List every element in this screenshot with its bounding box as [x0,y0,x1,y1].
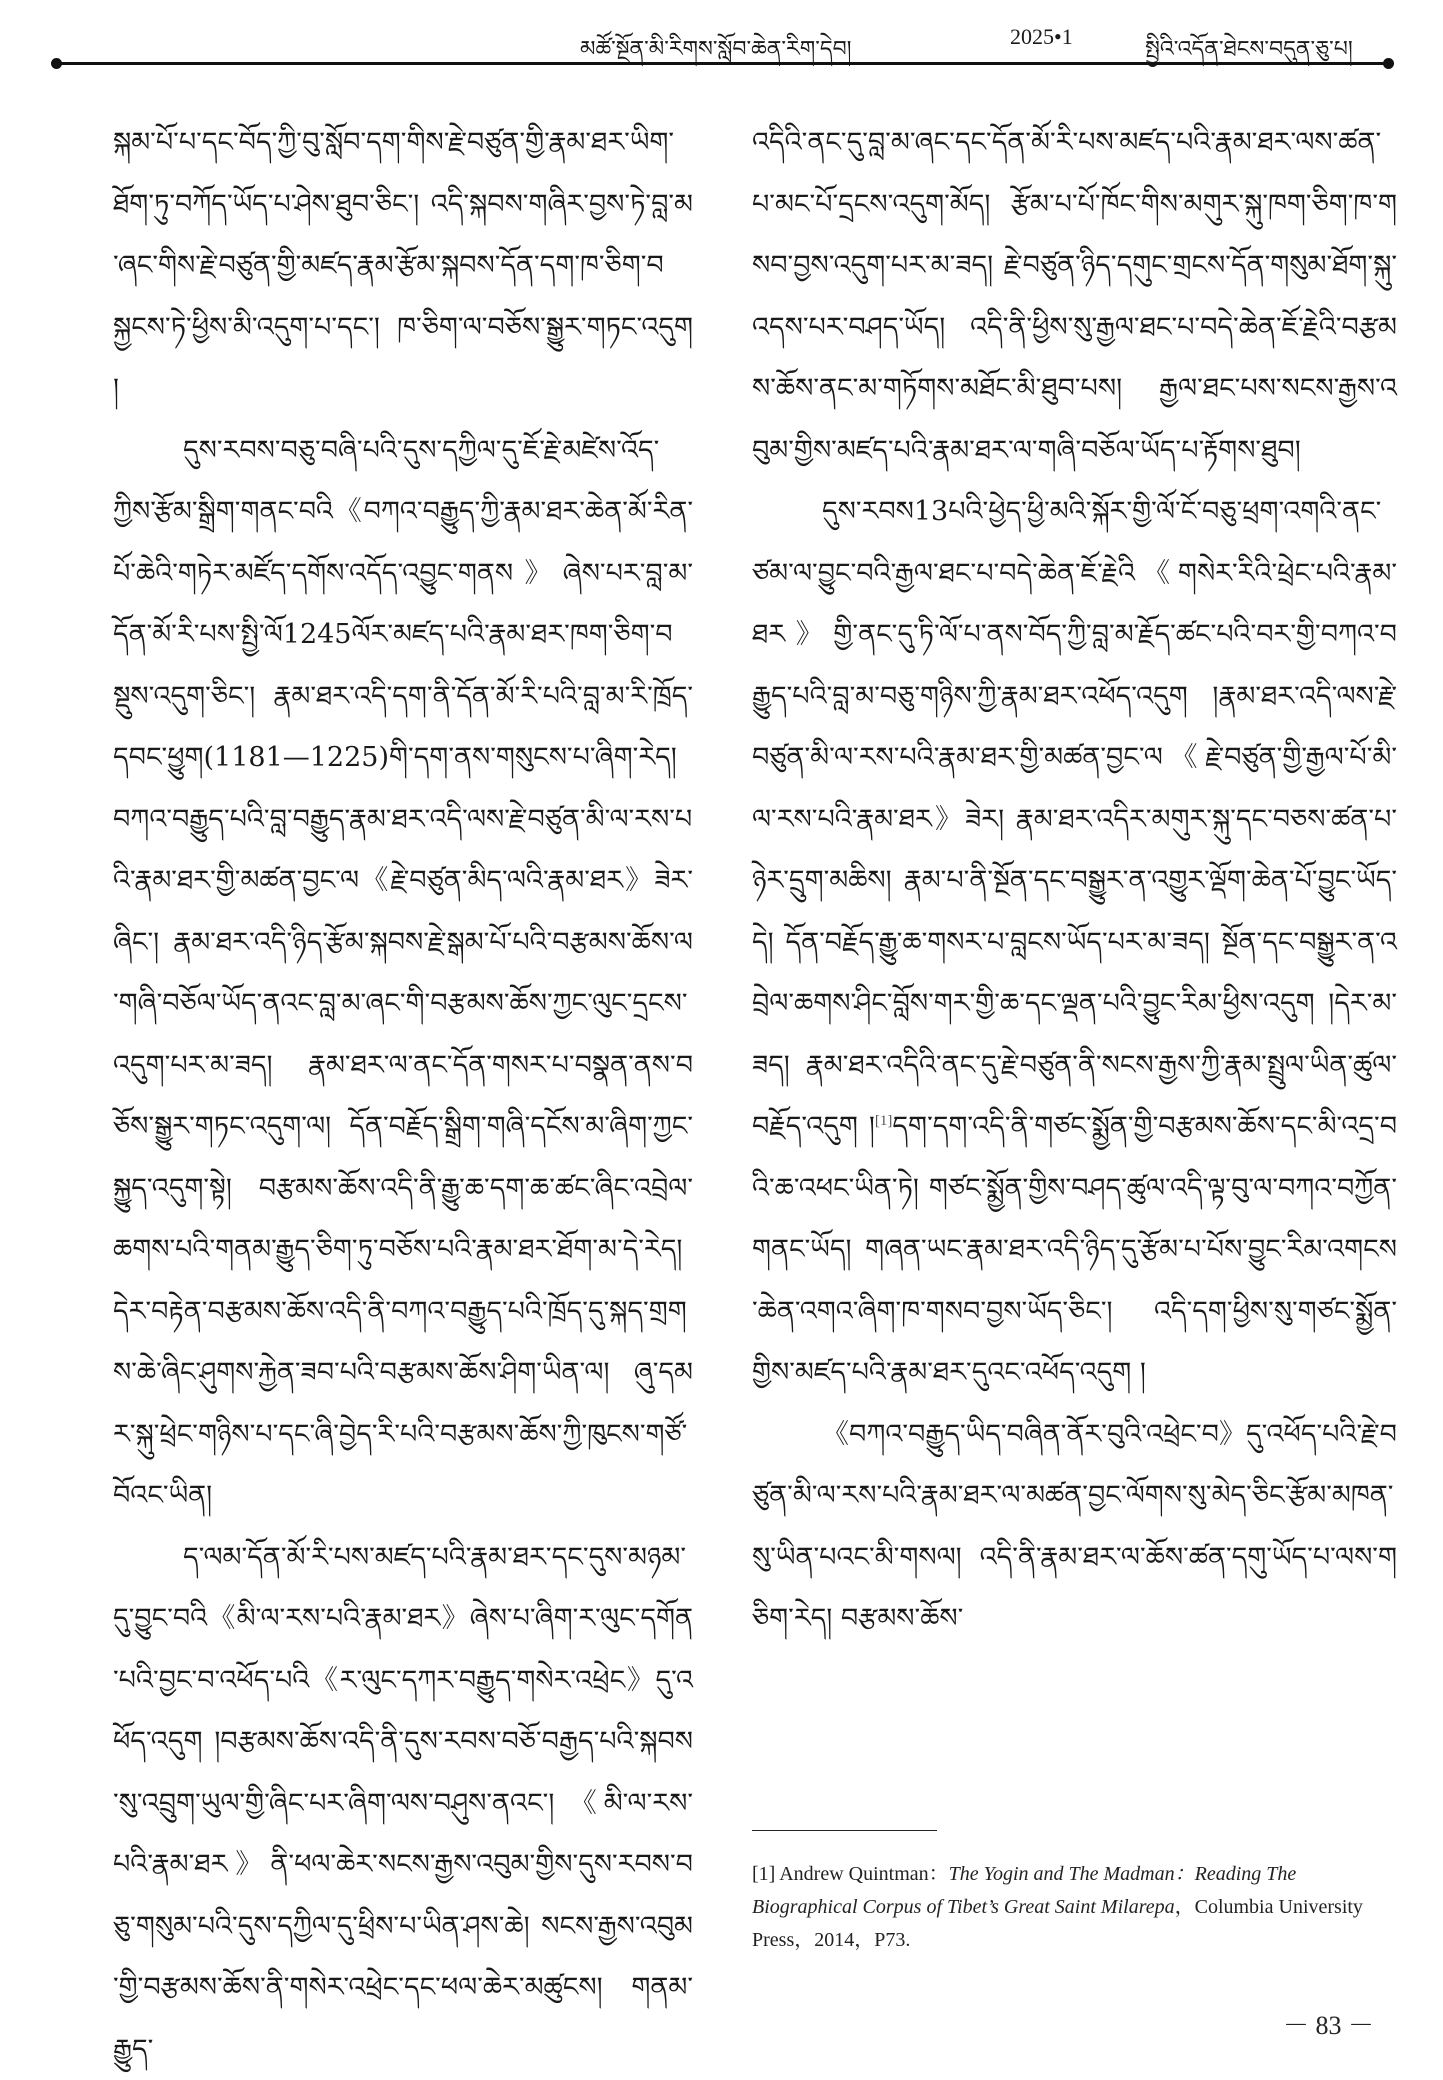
rule-dot-right [1383,58,1394,69]
right-column [752,112,1397,1650]
header-rule [55,62,1390,65]
right-paragraph-2 [752,481,1397,1404]
right-paragraph-2-text: དུས་རབས13པའི་ཕྱེད་ཕྱི་མའི་སྐོར་གྱི་ལོ་ངོ་བཅུ་ཕྲག་འགའི་ནང་ཙམ་ལ་བྱུང་བའི་རྒྱལ་ཐང་པ་བདེ་ཆེན་ཇོ་རྗེའི《གསེར་རིའི་ཕྲེང་པའི་རྣམ་ཐར》གྱི་ནང་དུ་ཏི་ལོ་པ་ནས་བོད་ཀྱི་བླ་མ་རྗོད་ཚང་པའི་བར་གྱི་བཀའ་བརྒྱུད་པའི་བླ་མ་བཅུ་གཉིས་ཀྱི་རྣམ་ཐར་འཕོད་འདུག །རྣམ་ཐར་འདི་ལས་རྗེ་བཙུན་མི་ལ་རས་པའི་རྣམ་ཐར་གྱི་མཚན་བྱང་ལ《རྗེ་བཙུན་གྱི་རྒྱལ་པོ་མི་ལ་རས་པའི་རྣམ་ཐར》ཟེར། རྣམ་ཐར་འདིར་མགུར་སྐུ་དང་བཅས་ཚན་པ་ཉེར་དྲུག་མཆིས། རྣམ་པ་ནི་སྔོན་དང་བསྒྱུར་ན་འགྱུར་ལྡོག་ཆེན་པོ་བྱུང་ཡོད་དེ། དོན་བརྗོད་རྒྱུ་ཆ་གསར་པ་བླངས་ཡོད་པར་མ་ཟད། སྔོན་དང་བསྒྱུར་ན་འབྲེལ་ཆགས་ཤིང་བློས་གར་གྱི་ཆ་དང་ལྡན་པའི་བྱུང་རིམ་ཕྱིས་འདུག །དེར་མ་ཟད། རྣམ་ཐར་འདིའི་ནང་དུ་རྗེ་བཙུན་ནི་སངས་རྒྱས་ཀྱི་རྣམ་སྤྲུལ་ཡིན་ཚུལ་བརྗོད་འདུག ། [752,496,1397,1142]
page-number: － 83 － [1283,2005,1374,2042]
running-header [55,16,1390,60]
footnote-title: The Yogin and The Madman：Reading The Biographical Corpus of Tibet’s Great Saint Milarepa [752,1863,1296,1918]
left-paragraph-2: དུས་རབས་བཅུ་བཞི་པའི་དུས་དཀྱིལ་དུ་ཇོ་རྗེ་མཛེས་འོད་ཀྱིས་རྩོམ་སྒྲིག་གནང་བའི《བཀའ་བརྒྱུད་ཀྱི་རྣམ་ཐར་ཆེན་མོ་རིན་པོ་ཆེའི་གཏེར་མཛོད་དགོས་འདོད་འབྱུང་གནས》ཞེས་པར་བླ་མ་དོན་མོ་རི་པས་སྤྱི་ལོ1245ལོར་མཛད་པའི་རྣམ་ཐར་ཁག་ཅིག་བསྡུས་འདུག་ཅིང་། རྣམ་ཐར་འདི་དག་ནི་དོན་མོ་རི་པའི་བླ་མ་རི་ཁྲོད་དབང་ཕྱུག(1181—1225)གི་དག་ནས་གསུངས་པ་ཞིག་རེད། བཀའ་བརྒྱུད་པའི་བླ་བརྒྱུད་རྣམ་ཐར་འདི་ལས་རྗེ་བཙུན་མི་ལ་རས་པའི་རྣམ་ཐར་གྱི་མཚན་བྱང་ལ《རྗེ་བཙུན་མིད་ལའི་རྣམ་ཐར》ཟེར་ཞིང་། རྣམ་ཐར་འདི་ཉིད་རྩོམ་སྐབས་རྗེ་སྒམ་པོ་པའི་བརྩམས་ཆོས་ལ་གཞི་བཅོལ་ཡོད་ནའང་བླ་མ་ཞང་གི་བརྩམས་ཆོས་ཀྱང་ལུང་དྲངས་འདུག་པར་མ་ཟད། རྣམ་ཐར་ལ་ནང་དོན་གསར་པ་བསྣན་ནས་བཅོས་སྒྱུར་གཏང་འདུག་ལ། དོན་བརྗོད་སྒྲིག་གཞི་དངོས་མ་ཞིག་ཀྱང་སྐྱུད་འདུག་སྟེ། བརྩམས་ཆོས་འདི་ནི་རྒྱུ་ཆ་དག་ཆ་ཚང་ཞིང་འབྲེལ་ཆགས་པའི་གནམ་རྒྱུད་ཅིག་ཏུ་བཅོས་པའི་རྣམ་ཐར་ཐོག་མ་དེ་རེད། དེར་བརྟེན་བརྩམས་ཆོས་འདི་ནི་བཀའ་བརྒྱུད་པའི་ཁྲོད་དུ་སྐད་གྲགས་ཆེ་ཞིང་ཤུགས་རྐྱེན་ཟབ་པའི་བརྩམས་ཆོས་ཤིག་ཡིན་ལ། ཞུ་དམར་སྐུ་ཕྲེང་གཉིས་པ་དང་ཞི་བྱེད་རི་པའི་བརྩམས་ཆོས་ཀྱི་ཁུངས་གཙོ་བོའང་ཡིན། [113,420,693,1527]
right-paragraph-2-after: དག་དག་འདི་ནི་གཙང་སྨྱོན་གྱི་བརྩམས་ཆོས་དང་མི་འདྲ་བའི་ཆ་འཕང་ཡིན་ཏེ། གཙང་སྨྱོན་གྱིས་བཤད་ཚུལ་འདི་ལྟ་བུ་ལ་བཀའ་བཀྱོན་གནང་ཡོད། གཞན་ཡང་རྣམ་ཐར་འདི་ཉིད་དུ་རྩོམ་པ་པོས་བྱུང་རིམ་འགངས་ཆེན་འགའ་ཞིག་ཁ་གསབ་བྱས་ཡོད་ཅིང་། འདི་དག་ཕྱིས་སུ་གཙང་སྨྱོན་གྱིས་མཛད་པའི་རྣམ་ཐར་དུའང་འཕོད་འདུག ། [752,1111,1397,1388]
left-paragraph-1: སྐམ་པོ་པ་དང་བོད་ཀྱི་བུ་སློབ་དག་གིས་རྗེ་བཙུན་གྱི་རྣམ་ཐར་ཡིག་ཐོག་ཏུ་བཀོད་ཡོད་པ་ཤེས་ཐུབ་ཅིང་། འདི་སྐབས་གཞིར་བྱས་ཏེ་བླ་མ་ཞང་གིས་རྗེ་བཙུན་གྱི་མཛད་རྣམ་རྩོམ་སྐབས་དོན་དག་ཁ་ཅིག་བསྐྱངས་ཏེ་ཕྱིས་མི་འདུག་པ་དང་། ཁ་ཅིག་ལ་བཅོས་སྒྱུར་གཏང་འདུག ། [113,112,693,420]
issue-number: 2025•1 [1010,24,1073,50]
footnote-publisher: ，Columbia University Press，2014，P73. [752,1896,1363,1951]
right-paragraph-3: 《བཀའ་བརྒྱུད་ཡིད་བཞིན་ནོར་བུའི་འཕྲེང་བ》དུ་འཕོད་པའི་རྗེ་བཙུན་མི་ལ་རས་པའི་རྣམ་ཐར་ལ་མཚན་བྱང་ལོགས་སུ་མེད་ཅིང་རྩོམ་མཁན་སུ་ཡིན་པའང་མི་གསལ། འདི་ནི་རྣམ་ཐར་ལ་ཆོས་ཚན་དགུ་ཡོད་པ་ལས་གཅིག་རེད། བརྩམས་ཆོས་ [752,1404,1397,1650]
rule-dot-left [51,58,62,69]
journal-name: མཚོ་སྔོན་མི་རིགས་སློབ་ཆེན་རིག་དེབ། [580,24,852,86]
footnote-author: Andrew Quintman： [779,1863,948,1885]
footnote-number: [1] [752,1863,775,1885]
issue-section: སྤྱིའི་འདོན་ཐེངས་བདུན་ཅུ་པ། [1145,24,1353,86]
footnote-rule [752,1830,937,1831]
left-paragraph-3: ད་ལམ་དོན་མོ་རི་པས་མཛད་པའི་རྣམ་ཐར་དང་དུས་མཉམ་དུ་བྱུང་བའི《མི་ལ་རས་པའི་རྣམ་ཐར》ཞེས་པ་ཞིག་ར་ལུང་དགོན་པའི་བྱང་བ་འཕོད་པའི《ར་ལུང་དཀར་བརྒྱུད་གསེར་འཕྲེང》དུ་འཕོད་འདུག །བརྩམས་ཆོས་འདི་ནི་དུས་རབས་བཅོ་བརྒྱད་པའི་སྐབས་སུ་འབྲུག་ཡུལ་གྱི་ཞིང་པར་ཞིག་ལས་བཤུས་ནའང་། 《མི་ལ་རས་པའི་རྣམ་ཐར》ནི་ཕལ་ཆེར་སངས་རྒྱས་འབུམ་གྱིས་དུས་རབས་བཅུ་གསུམ་པའི་དུས་དཀྱིལ་དུ་ཕྲིས་པ་ཡིན་ཤས་ཆེ། སངས་རྒྱས་འབུམ་གྱི་བརྩམས་ཆོས་ནི་གསེར་འཕྲེང་དང་ཕལ་ཆེར་མཚུངས། གནམ་རྒྱུད་ [113,1527,693,2080]
left-column [113,112,693,2080]
right-paragraph-1: འདིའི་ནང་དུ་བླ་མ་ཞང་དང་དོན་མོ་རི་པས་མཛད་པའི་རྣམ་ཐར་ལས་ཚན་པ་མང་པོ་དྲངས་འདུག་མོད། རྩོམ་པ་པོ་ཁོང་གིས་མགུར་སྐུ་ཁག་ཅིག་ཁ་གསབ་བྱས་འདུག་པར་མ་ཟད། རྗེ་བཙུན་ཉིད་དགུང་གྲངས་དོན་གསུམ་ཐོག་སྐུ་འདས་པར་བཤད་ཡོད། འདི་ནི་ཕྱིས་སུ་རྒྱལ་ཐང་པ་བདེ་ཆེན་ཇོ་རྗེའི་བརྩམས་ཆོས་ནང་མ་གཏོགས་མཐོང་མི་ཐུབ་པས། རྒྱལ་ཐང་པས་སངས་རྒྱས་འབུམ་གྱིས་མཛད་པའི་རྣམ་ཐར་ལ་གཞི་བཅོལ་ཡོད་པ་རྟོགས་ཐུབ། [752,112,1397,481]
footnote [752,1858,1397,1957]
footnote-ref[interactable]: [1] [875,1113,893,1129]
